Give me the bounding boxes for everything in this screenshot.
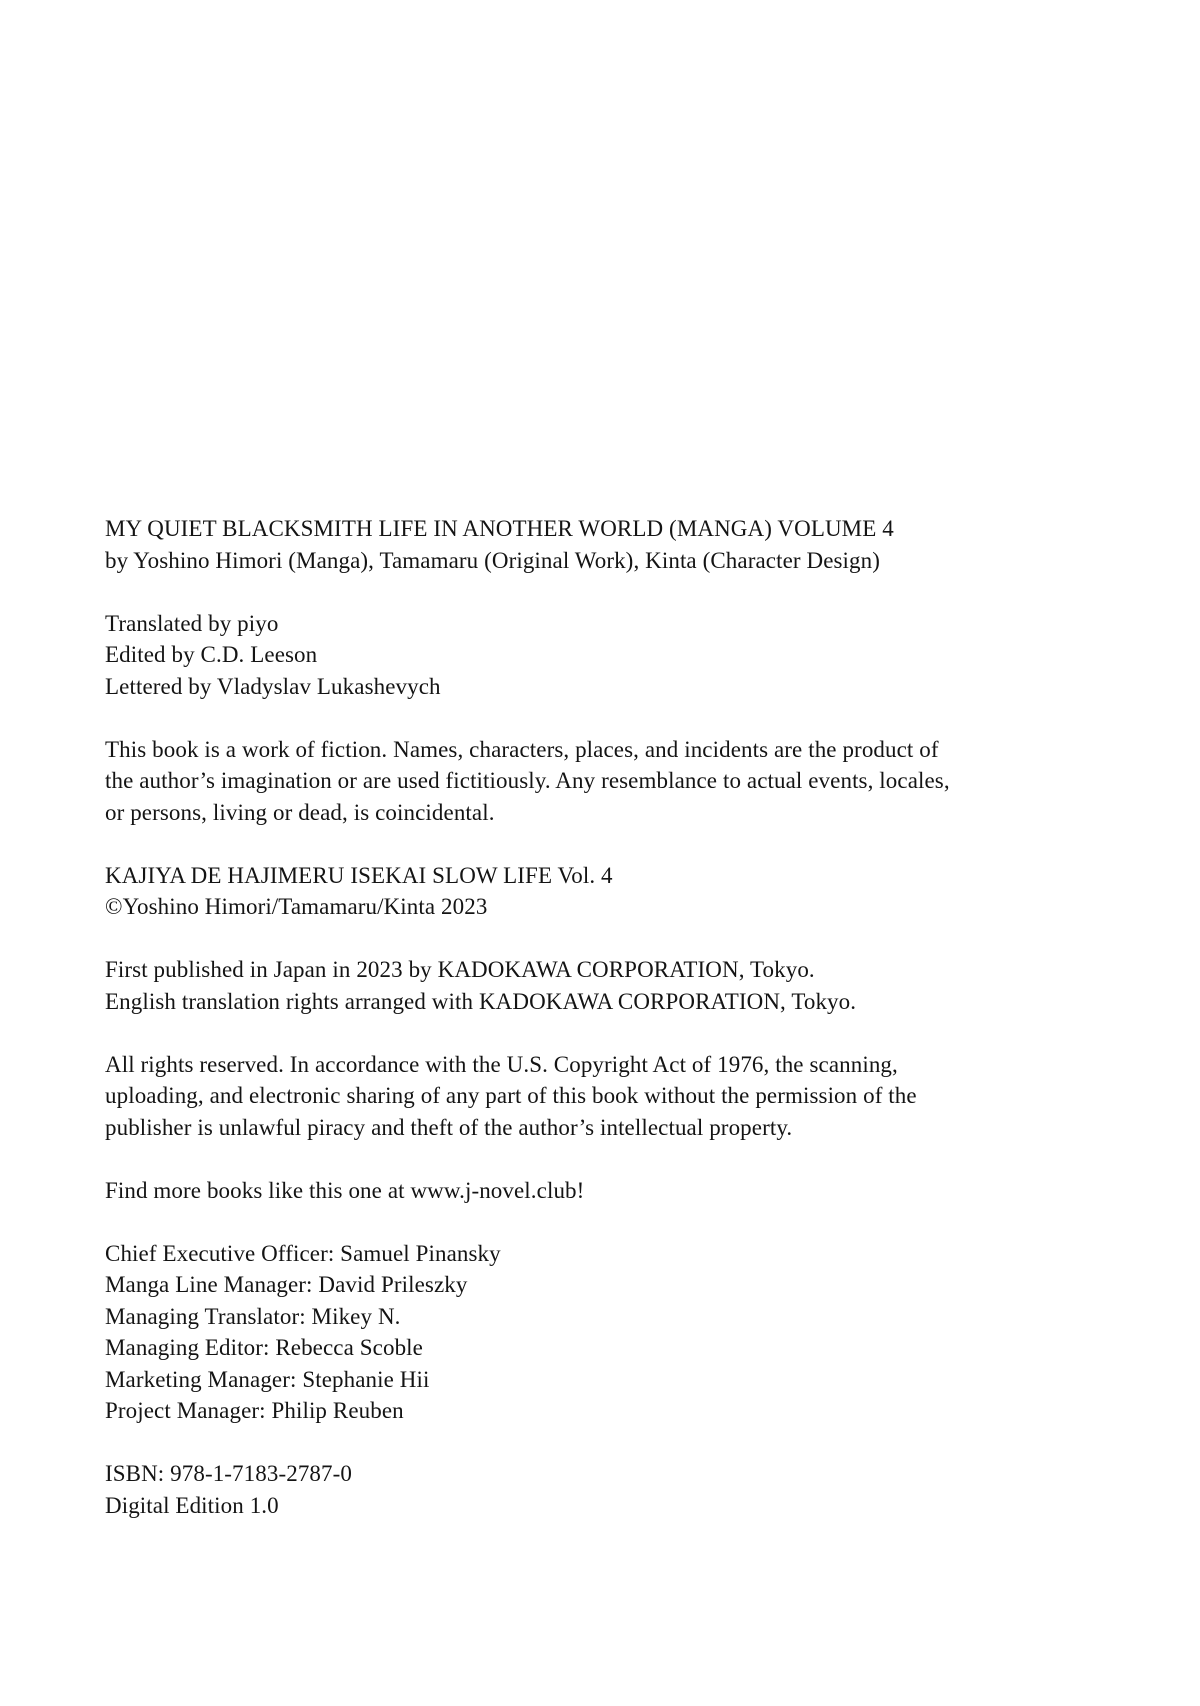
disclaimer-line-2: the author’s imagination or are used fictitiously. Any resemblance to actual events, locales, (105, 768, 950, 793)
staff-managing-editor: Managing Editor: Rebecca Scoble (105, 1335, 423, 1360)
fiction-disclaimer (105, 734, 1140, 829)
title-block (105, 513, 1140, 576)
rights-notice (105, 1049, 1140, 1144)
editor-credit: Edited by C.D. Leeson (105, 642, 318, 667)
publication-line-1: First published in Japan in 2023 by KADOKAWA CORPORATION, Tokyo. (105, 957, 815, 982)
isbn-line: ISBN: 978-1-7183-2787-0 (105, 1461, 352, 1486)
rights-line-2: uploading, and electronic sharing of any part of this book without the permission of the (105, 1083, 917, 1108)
disclaimer-line-3: or persons, living or dead, is coincidental. (105, 799, 495, 825)
staff-marketing-manager: Marketing Manager: Stephanie Hii (105, 1366, 430, 1392)
publication-block (105, 954, 1140, 1017)
disclaimer-line-1: This book is a work of fiction. Names, characters, places, and incidents are the product of (105, 736, 939, 762)
staff-manga-line-manager: Manga Line Manager: David Prileszky (105, 1272, 468, 1297)
staff-project-manager: Project Manager: Philip Reuben (105, 1398, 404, 1423)
digital-edition-line: Digital Edition 1.0 (105, 1492, 279, 1518)
letterer-credit: Lettered by Vladyslav Lukashevych (105, 673, 441, 699)
translator-credit: Translated by piyo (105, 610, 279, 636)
edition-info-block (105, 1458, 1140, 1521)
rights-line-1: All rights reserved. In accordance with the U.S. Copyright Act of 1976, the scanning, (105, 1051, 898, 1077)
credits-block (105, 608, 1140, 703)
staff-managing-translator: Managing Translator: Mikey N. (105, 1303, 401, 1329)
publication-line-2: English translation rights arranged with KADOKAWA CORPORATION, Tokyo. (105, 988, 857, 1014)
copyright-line: ©Yoshino Himori/Tamamaru/Kinta 2023 (105, 894, 488, 919)
staff-block (105, 1238, 1140, 1427)
rights-line-3: publisher is unlawful piracy and theft of the author’s intellectual property. (105, 1114, 793, 1140)
book-title: MY QUIET BLACKSMITH LIFE IN ANOTHER WORLD (MANGA) VOLUME 4 (105, 516, 894, 541)
original-title: KAJIYA DE HAJIMERU ISEKAI SLOW LIFE Vol. 4 (105, 862, 613, 888)
original-edition-block (105, 860, 1140, 923)
book-byline: by Yoshino Himori (Manga), Tamamaru (Original Work), Kinta (Character Design) (105, 547, 880, 573)
promo-block (105, 1175, 1140, 1207)
staff-ceo: Chief Executive Officer: Samuel Pinansky (105, 1240, 501, 1266)
promo-line: Find more books like this one at www.j-novel.club! (105, 1177, 585, 1203)
